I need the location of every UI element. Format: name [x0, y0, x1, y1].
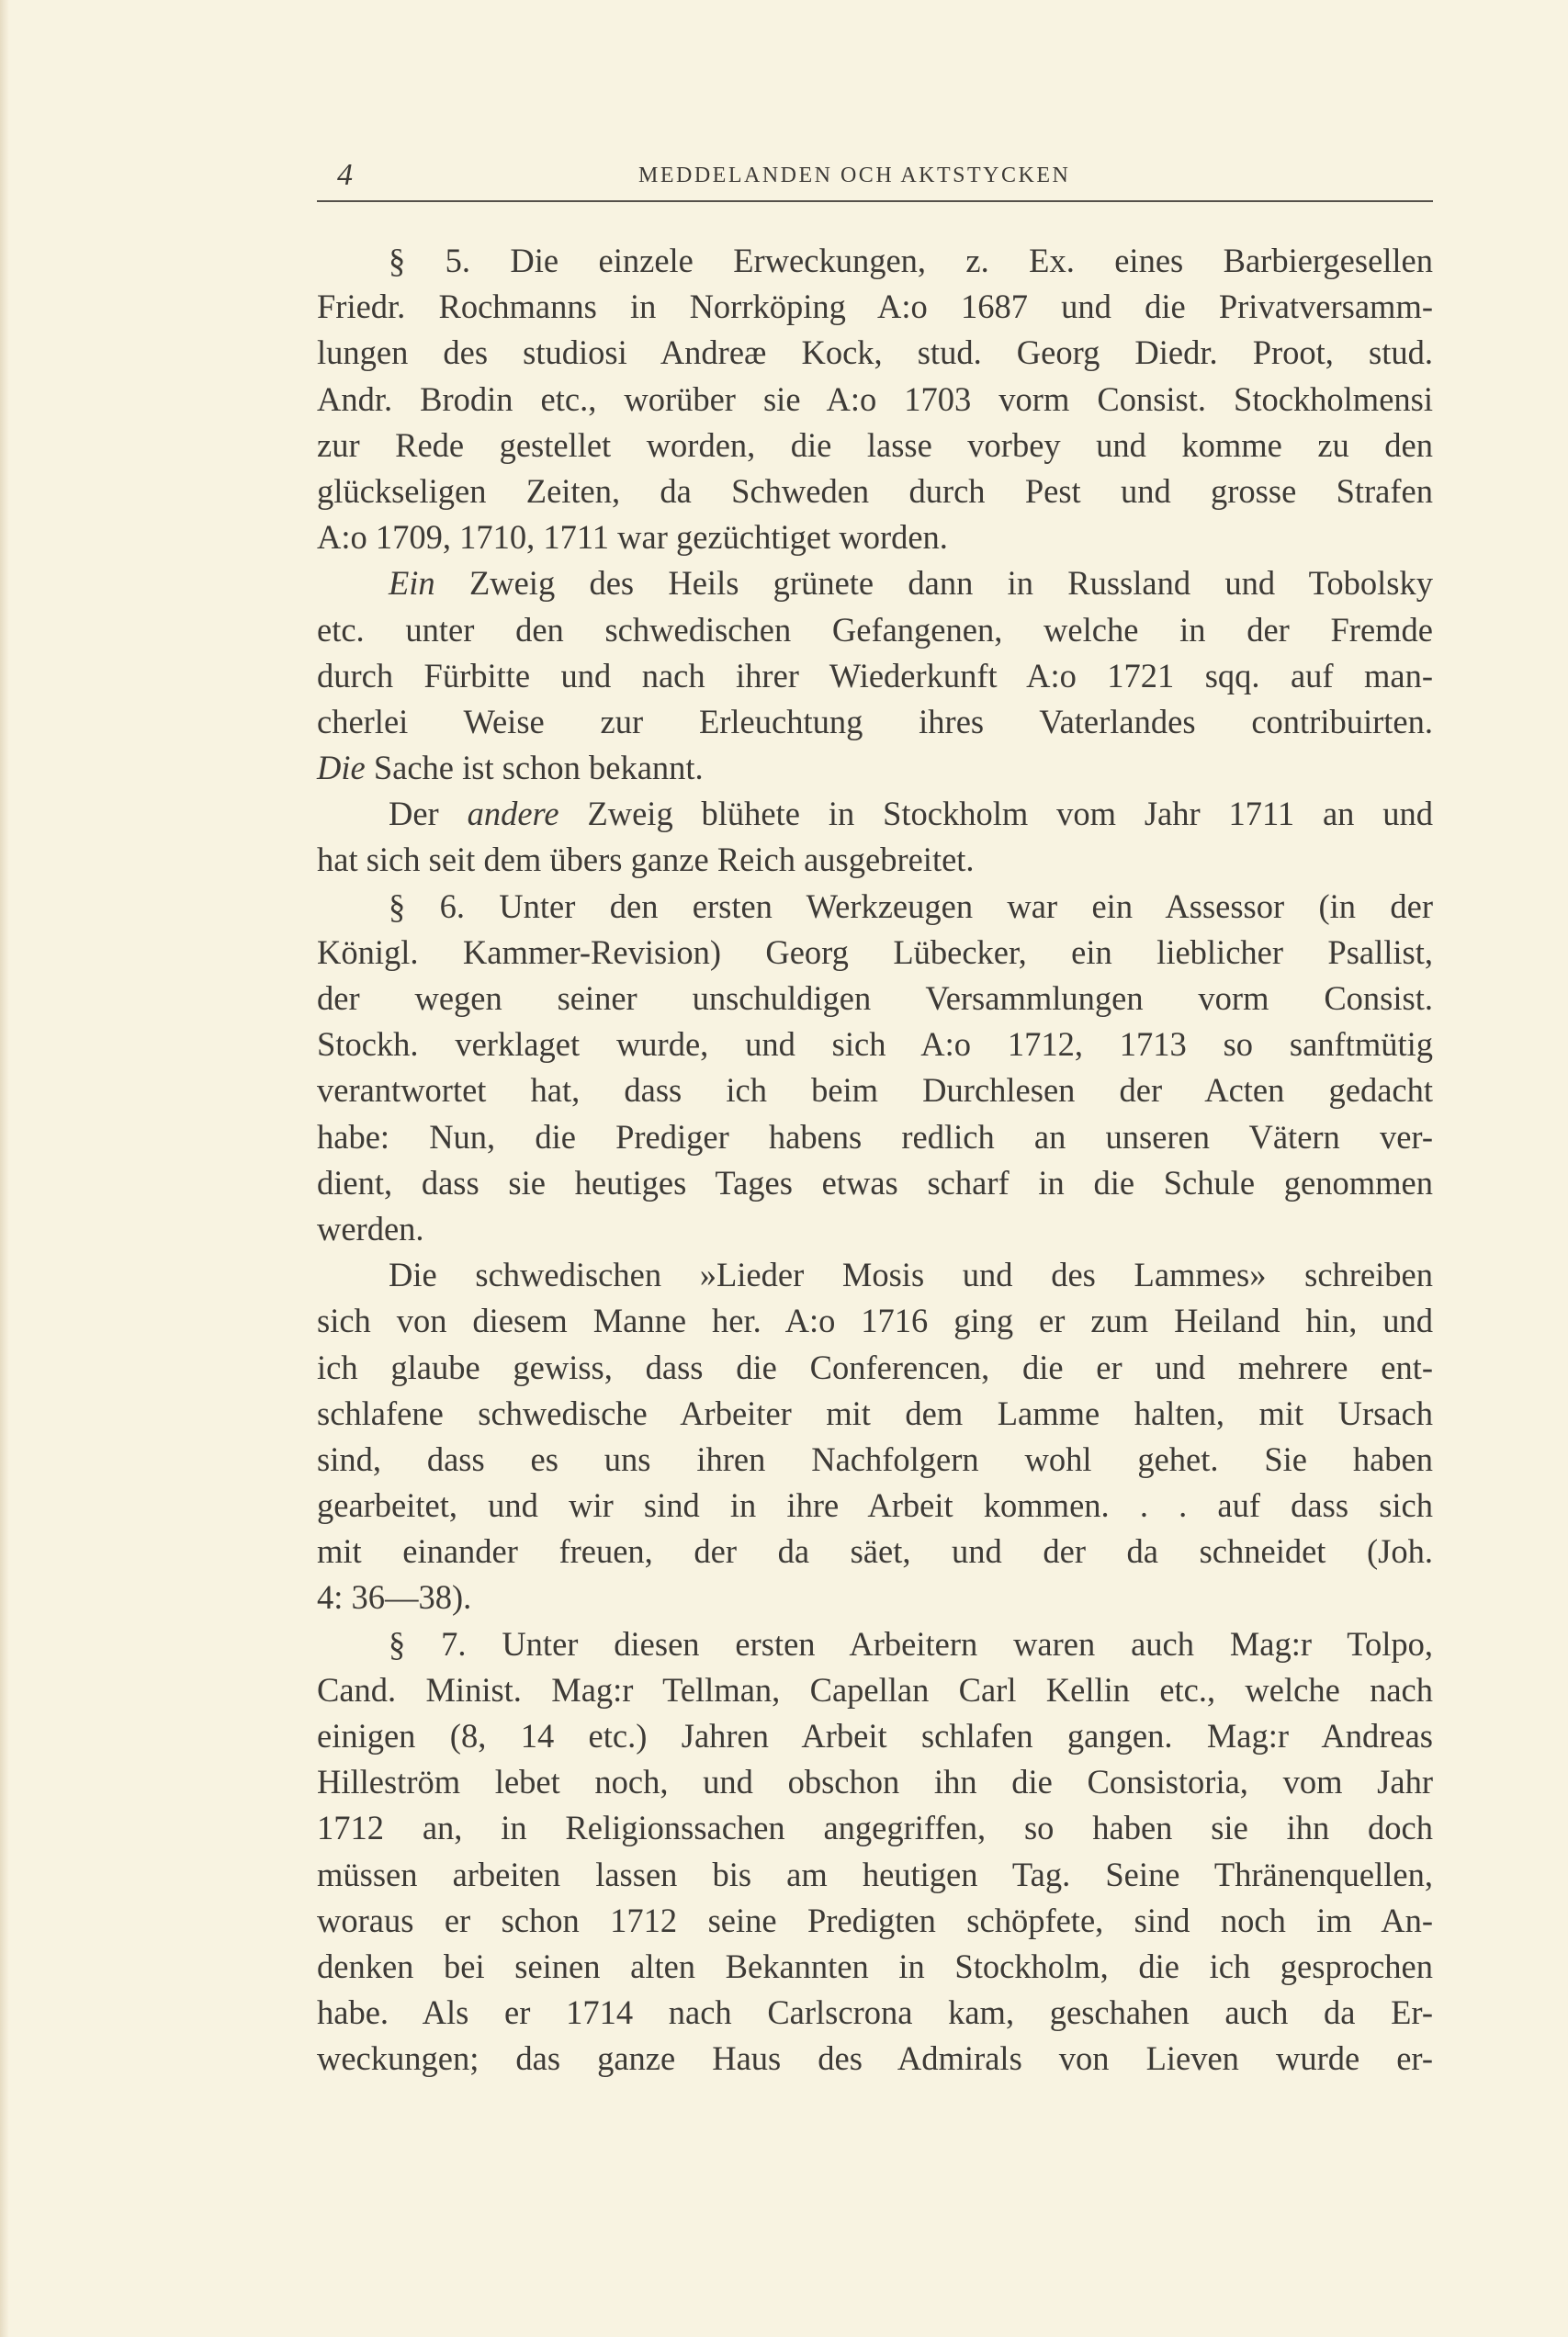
text-line: denken bei seinen alten Bekannten in Stockholm, die ich gesprochen — [317, 1947, 1433, 1985]
text-line: werden. — [317, 1209, 424, 1248]
text-line: der wegen seiner unschuldigen Versammlungen vorm Consist. — [317, 979, 1433, 1017]
text-line: Stockh. verklaget wurde, und sich A:o 1712, 1713 so sanftmütig — [317, 1025, 1433, 1064]
text-line: habe. Als er 1714 nach Carlscrona kam, geschahen auch da Er- — [317, 1993, 1433, 2032]
page-header — [317, 154, 1433, 202]
text-line: sich von diesem Manne her. A:o 1716 ging er zum Heiland hin, und — [317, 1302, 1433, 1340]
text-line: Königl. Kammer-Revision) Georg Lübecker, ein lieblicher Psallist, — [317, 932, 1433, 971]
text-line: 4: 36—38). — [317, 1578, 472, 1617]
running-head: MEDDELANDEN OCH AKTSTYCKEN — [638, 164, 1071, 187]
text-line: gearbeitet, und wir sind in ihre Arbeit kommen. . . auf dass sich — [317, 1486, 1433, 1525]
text-line: glückseligen Zeiten, da Schweden durch Pest und grosse Strafen — [317, 471, 1433, 510]
text-line: habe: Nun, die Prediger habens redlich an unseren Vätern ver- — [317, 1117, 1433, 1156]
text-line: § 5. Die einzele Erweckungen, z. Ex. eines Barbiergesellen — [389, 242, 1433, 279]
text-line: A:o 1709, 1710, 1711 war gezüchtiget worden. — [317, 518, 948, 557]
text-line: sind, dass es uns ihren Nachfolgern wohl gehet. Sie haben — [317, 1439, 1433, 1478]
text-line: § 7. Unter diesen ersten Arbeitern waren auch Mag:r Tolpo, — [389, 1624, 1433, 1663]
text-line — [317, 560, 1433, 606]
text-line: lungen des studiosi Andreæ Kock, stud. Georg Diedr. Proot, stud. — [317, 333, 1433, 372]
text-line: müssen arbeiten lassen bis am heutigen Tag. Seine Thränenquellen, — [317, 1855, 1433, 1893]
text-line: Friedr. Rochmanns in Norrköping A:o 1687 und die Privatversamm- — [317, 288, 1433, 326]
text-line: woraus er schon 1712 seine Predigten schöpfete, sind noch im An- — [317, 1901, 1433, 1939]
body-text — [317, 238, 1433, 2083]
text-line: Cand. Minist. Mag:r Tellman, Capellan Carl Kellin etc., welche nach — [317, 1670, 1433, 1709]
text-line: hat sich seit dem übers ganze Reich ausgebreitet. — [317, 841, 975, 879]
text-line: zur Rede gestellet worden, die lasse vorbey und komme zu den — [317, 425, 1433, 464]
line-rest: Zweig des Heils grünete dann in Russland und Tobolsky — [468, 564, 1434, 603]
text-line: ich glaube gewiss, dass die Conferencen, die er und mehrere ent- — [317, 1348, 1433, 1386]
text-line: weckungen; das ganze Haus des Admirals von Lieven wurde er- — [317, 2039, 1433, 2078]
text-line: verantwortet hat, dass ich beim Durchlesen der Acten gedacht — [317, 1071, 1433, 1110]
text-line: Andr. Brodin etc., worüber sie A:o 1703 vorm Consist. Stockholmensi — [317, 379, 1433, 418]
line-start: Der — [389, 795, 439, 833]
text-line: mit einander freuen, der da säet, und der da schneidet (Joh. — [317, 1532, 1433, 1571]
italic-word: andere — [467, 795, 559, 833]
text-line: etc. unter den schwedischen Gefangenen, welche in der Fremde — [317, 610, 1433, 649]
italic-word: Ein — [389, 564, 435, 603]
text-line: Die schwedischen »Lieder Mosis und des Lammes» schreiben — [389, 1256, 1433, 1294]
text-line: cherlei Weise zur Erleuchtung ihres Vaterlandes contribuirten. — [317, 702, 1433, 740]
line-rest: Zweig blühete in Stockholm vom Jahr 1711 an und — [587, 795, 1434, 833]
text-line: dient, dass sie heutiges Tages etwas scharf in die Schule genommen — [317, 1163, 1433, 1202]
page-edge-shadow — [0, 0, 9, 2337]
text-line — [317, 791, 1433, 837]
text-line: einigen (8, 14 etc.) Jahren Arbeit schlafen gangen. Mag:r Andreas — [317, 1717, 1433, 1755]
text-line: Hilleström lebet noch, und obschon ihn die Consistoria, vom Jahr — [317, 1763, 1433, 1801]
text-line: schlafene schwedische Arbeiter mit dem Lamme halten, mit Ursach — [317, 1394, 1433, 1432]
line-rest: Sache ist schon bekannt. — [373, 749, 704, 787]
text-line: 1712 an, in Religionssachen angegriffen, so haben sie ihn doch — [317, 1809, 1433, 1847]
italic-word: Die — [317, 749, 366, 787]
text-line — [317, 745, 1433, 791]
page-number: 4 — [337, 158, 353, 192]
text-line: § 6. Unter den ersten Werkzeugen war ein Assessor (in der — [389, 886, 1433, 925]
text-line: durch Fürbitte und nach ihrer Wiederkunft A:o 1721 sqq. auf man- — [317, 656, 1433, 694]
